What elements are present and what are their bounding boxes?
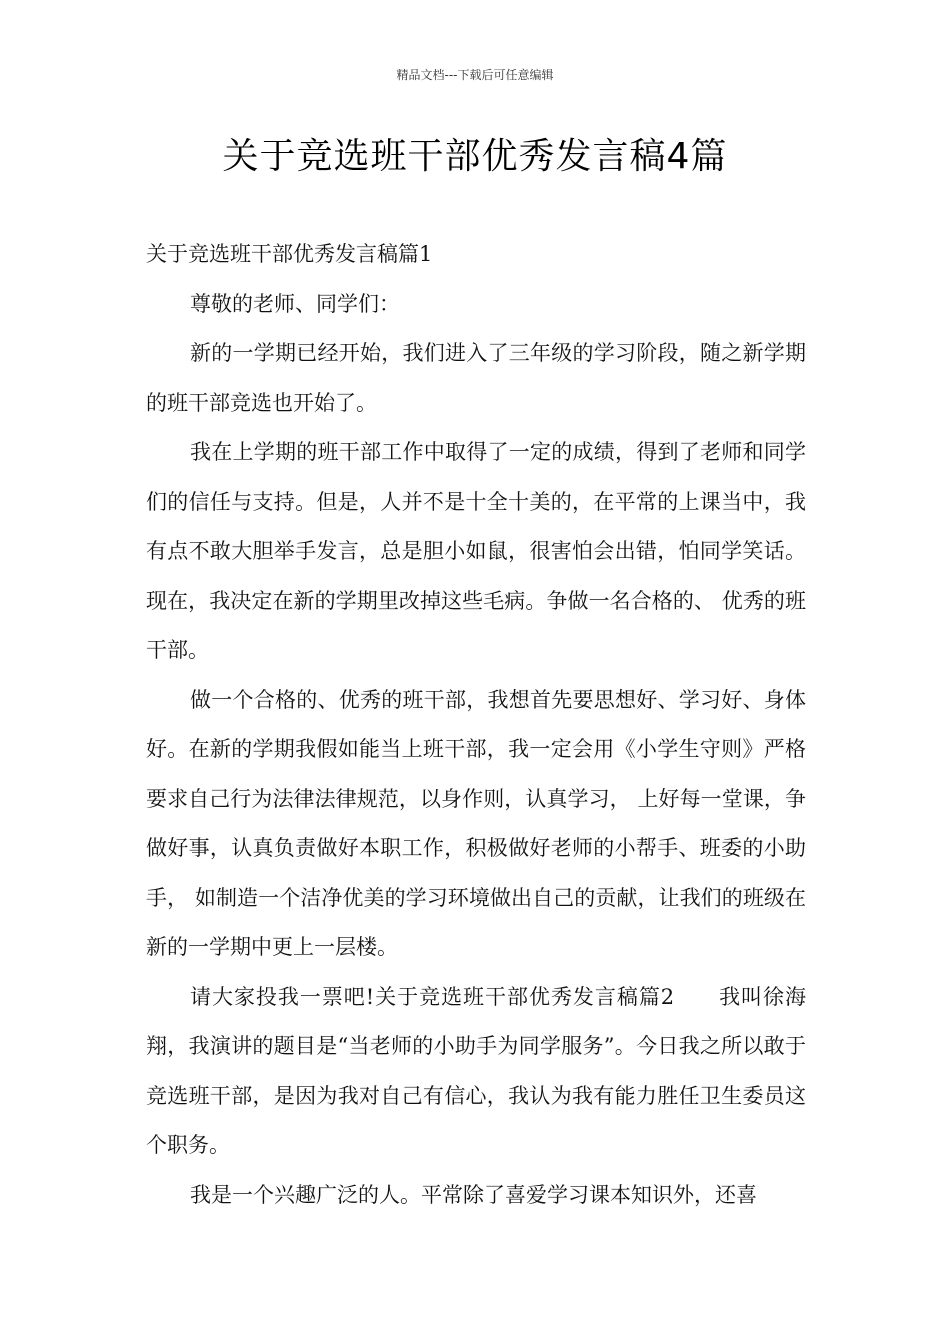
body-paragraph: 我是一个兴趣广泛的人。平常除了喜爱学习课本知识外，还喜 — [190, 1182, 757, 1207]
body-paragraph: 做一个合格的、优秀的班干部，我想首先要思想好、学习好、身体好。在新的学期我假如能当上班干部，我一定会用《小学生守则》严格要求自己行为法律法律规范，以身作则，认真学习， 上好每一堂课，争做好事，认真负责做好本职工作，积极做好老师的小帮手、班委的小助手， 如制造一个洁净优美的学习环境做出自己的贡献，让我们的班级在新的一学期中更上一层楼。 — [146, 687, 806, 959]
body-paragraph: 请大家投我一票吧!关于竞选班干部优秀发言稿篇2 我叫徐海翔，我演讲的题目是“当老师的小助手为同学服务”。今日我之所以敢于竞选班干部，是因为我对自己有信心，我认为我有能力胜任卫生委员这个职务。 — [146, 984, 806, 1157]
document-body — [146, 230, 806, 1220]
salutation-paragraph: 尊敬的老师、同学们： — [190, 291, 400, 316]
section-heading: 关于竞选班干部优秀发言稿篇1 — [146, 242, 433, 266]
document-title: 关于竞选班干部优秀发言稿4篇 — [222, 136, 728, 177]
body-paragraph: 新的一学期已经开始，我们进入了三年级的学习阶段，随之新学期的班干部竞选也开始了。 — [146, 341, 806, 415]
body-paragraph: 我在上学期的班干部工作中取得了一定的成绩，得到了老师和同学们的信任与支持。但是，人并不是十全十美的，在平常的上课当中，我有点不敢大胆举手发言，总是胆小如鼠，很害怕会出错，怕同学笑话。现在，我决定在新的学期里改掉这些毛病。争做一名合格的、 优秀的班干部。 — [146, 440, 806, 662]
header-note: 精品文档---下载后可任意编辑 — [396, 68, 554, 82]
